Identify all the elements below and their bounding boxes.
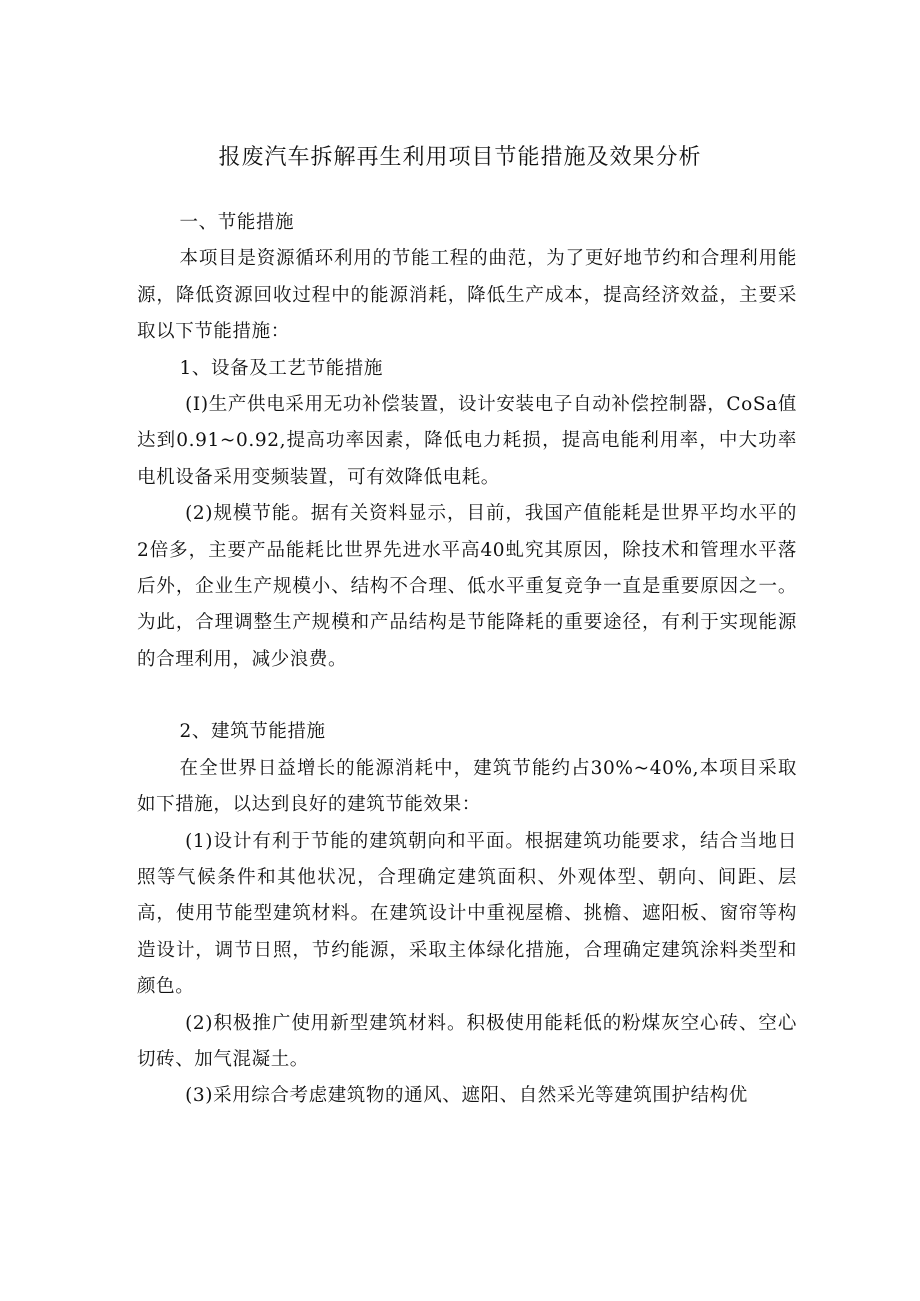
document-body bbox=[137, 205, 797, 1115]
section-1-heading: 一、节能措施 bbox=[179, 212, 295, 233]
subsection-2-heading: 2、建筑节能措施 bbox=[179, 721, 326, 743]
subsection-2-item-3: (3)采用综合考虑建筑物的通风、遮阳、自然采光等建筑围护结构优 bbox=[185, 1085, 748, 1107]
subsection-2-intro: 在全世界日益增长的能源消耗中，建筑节能约占30%~40%,本项目采取如下措施，以达到良好的建筑节能效果： bbox=[137, 757, 797, 816]
subsection-2-item-1: (1)设计有利于节能的建筑朝向和平面。根据建筑功能要求，结合当地日照等气候条件和其他状况，合理确定建筑面积、外观体型、朝向、间距、层高，使用节能型建筑材料。在建筑设计中重视屋檐、挑檐、遮阳板、窗帘等构造设计，调节日照，节约能源，采取主体绿化措施，合理确定建筑涂料类型和颜色。 bbox=[137, 830, 797, 998]
subsection-1-item-1: (I)生产供电采用无功补偿装置，设计安装电子自动补偿控制器，CoSa值达到0.91~0.92,提高功率因素，降低电力耗损，提高电能利用率，中大功率电机设备采用变频装置，可有效降低电耗。 bbox=[137, 394, 797, 488]
document-title: 报废汽车拆解再生利用项目节能措施及效果分析 bbox=[218, 145, 702, 170]
subsection-2-item-2: (2)积极推广使用新型建筑材料。积极使用能耗低的粉煤灰空心砖、空心切砖、加气混凝土。 bbox=[137, 1012, 797, 1070]
subsection-1-heading: 1、设备及工艺节能措施 bbox=[179, 357, 383, 379]
subsection-1-item-2: (2)规模节能。据有关资料显示，目前，我国产值能耗是世界平均水平的2倍多，主要产品能耗比世界先进水平高40虬究其原因，除技术和管理水平落后外，企业生产规模小、结构不合理、低水平重复竞争一直是重要原因之一。为此，合理调整生产规模和产品结构是节能降耗的重要途径，有利于实现能源的合理利用，减少浪费。 bbox=[137, 503, 797, 670]
intro-paragraph: 本项目是资源循环利用的节能工程的曲范，为了更好地节约和合理利用能源，降低资源回收过程中的能源消耗，降低生产成本，提高经济效益，主要采取以下节能措施： bbox=[137, 248, 797, 343]
